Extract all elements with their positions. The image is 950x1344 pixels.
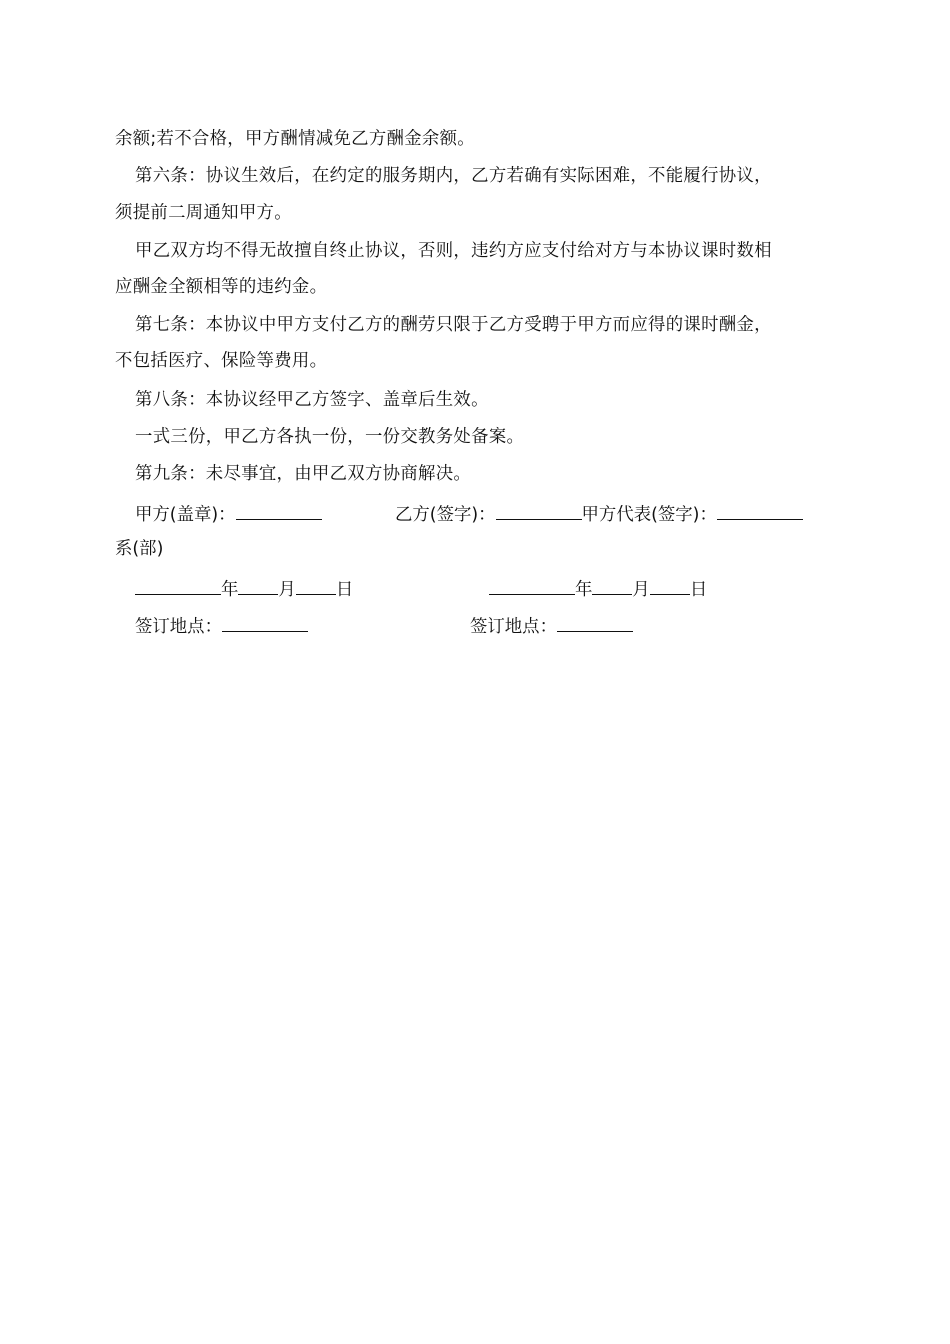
article-six: 第六条：协议生效后，在约定的服务期内，乙方若确有实际困难，不能履行协议， xyxy=(135,166,772,186)
place-a xyxy=(135,613,308,638)
day-label: 日 xyxy=(335,580,354,600)
day-label: 日 xyxy=(689,580,708,600)
paragraph-line: 应酬金全额相等的违约金。 xyxy=(115,277,328,297)
party-a-label: 甲方(盖章)： xyxy=(135,505,236,525)
year-blank xyxy=(135,576,221,595)
place-b xyxy=(470,613,633,638)
paragraph-line: 不包括医疗、保险等费用。 xyxy=(115,351,328,371)
month-blank xyxy=(238,576,278,595)
place-label-a: 签订地点： xyxy=(135,617,222,637)
article-nine: 第九条：未尽事宜，由甲乙双方协商解决。 xyxy=(135,464,472,484)
month-label: 月 xyxy=(278,580,296,600)
day-blank xyxy=(650,576,690,595)
article-seven: 第七条：本协议中甲方支付乙方的酬劳只限于乙方受聘于甲方而应得的课时酬金， xyxy=(135,315,772,335)
article-eight: 第八条：本协议经甲乙方签字、盖章后生效。 xyxy=(135,390,489,410)
date-b xyxy=(489,576,707,601)
place-b-blank xyxy=(557,613,633,632)
paragraph-line: 余额;若不合格，甲方酬情减免乙方酬金余额。 xyxy=(115,129,475,149)
paragraph-line: 甲乙双方均不得无故擅自终止协议，否则，违约方应支付给对方与本协议课时数相 xyxy=(135,241,772,261)
month-blank xyxy=(592,576,632,595)
party-b-blank xyxy=(496,501,582,520)
year-blank xyxy=(489,576,575,595)
year-label: 年 xyxy=(221,580,239,600)
rep-label: 甲方代表(签字)： xyxy=(581,505,717,525)
month-label: 月 xyxy=(632,580,650,600)
place-label-b: 签订地点： xyxy=(470,617,557,637)
rep-blank xyxy=(717,501,803,520)
date-a xyxy=(135,576,353,601)
year-label: 年 xyxy=(575,580,593,600)
paragraph-line: 一式三份，甲乙方各执一份，一份交教务处备案。 xyxy=(135,427,525,447)
party-a-signature xyxy=(135,501,322,526)
dept-label: 系(部) xyxy=(115,539,164,559)
party-a-blank xyxy=(236,501,322,520)
party-b-label: 乙方(签字)： xyxy=(395,505,496,525)
paragraph-line: 须提前二周通知甲方。 xyxy=(115,203,292,223)
place-a-blank xyxy=(222,613,308,632)
party-b-signature xyxy=(395,501,803,526)
day-blank xyxy=(296,576,336,595)
